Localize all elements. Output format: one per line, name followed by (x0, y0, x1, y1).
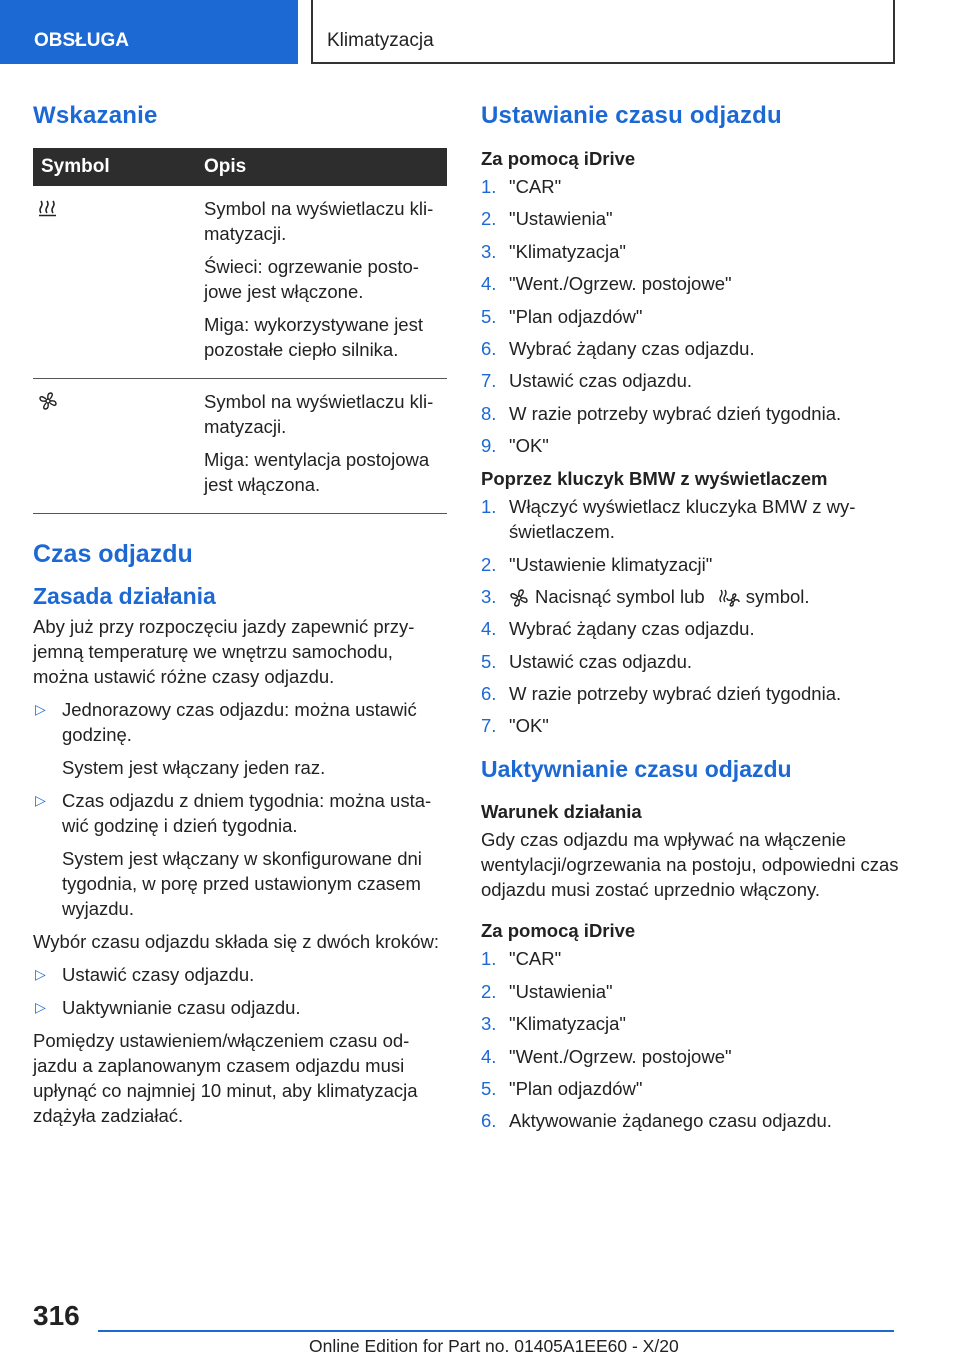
table-row (33, 379, 447, 514)
section-tab (0, 0, 298, 64)
steps-intro: Wybór czasu odjazdu składa się z dwóch kroków: (33, 931, 439, 952)
triangle-bullet-icon: ▷ (35, 792, 46, 808)
section-label: OBSŁUGA (34, 30, 129, 51)
list-item: 5. "Plan odjazdów" (481, 305, 643, 327)
idrive-steps (481, 174, 901, 458)
idrive-label-2: Za pomocą iDrive (481, 920, 636, 942)
condition-text: Gdy czas odjazdu ma wpływać na włączenie wentylacji/ogrzewania na postoju, odpowiedni czas odjazdu musi zostać uprzednio włączony. (481, 829, 899, 901)
closing-text: Pomiędzy ustawieniem/włączeniem czasu od-jazdu a zaplanowanym czasem odjazdu musi upłynąć co najmniej 10 minut, aby klimatyzacja zdążyła zadziałać. (33, 1030, 418, 1126)
list-item: 6. Wybrać żądany czas odjazdu. (481, 337, 755, 359)
col-desc-header: Opis (204, 148, 447, 186)
list-item: 6. Aktywowanie żądanego czasu odjazdu. (481, 1110, 832, 1132)
triangle-bullet-icon: ▷ (35, 701, 46, 717)
list-item: 1. "CAR" (481, 948, 562, 970)
bullet-text: Ustawić czasy odjazdu. (62, 964, 255, 985)
condition-label: Warunek działania (481, 801, 642, 823)
right-column (481, 102, 901, 1143)
bullet-item (33, 995, 447, 1020)
key-steps (481, 494, 901, 738)
bullet-text: Jednorazowy czas odjazdu: można ustawić godzinę. (62, 699, 417, 745)
principle-heading: Zasada działania (33, 583, 216, 609)
triangle-bullet-icon: ▷ (35, 999, 46, 1015)
chapter-tab (311, 0, 895, 64)
left-column (33, 102, 447, 1136)
list-item: 4. Wybrać żądany czas odjazdu. (481, 618, 755, 640)
list-item: 3. Nacisnąć symbol lub symbol. (481, 585, 810, 607)
desc-cell (204, 379, 447, 514)
list-item: 2. "Ustawienia" (481, 208, 613, 230)
list-item: 1. Włączyć wyświetlacz kluczyka BMW z wy-świetlaczem. (481, 496, 856, 543)
bullet-text: Uaktywnianie czasu odjazdu. (62, 997, 301, 1018)
list-item: 3. "Klimatyzacja" (481, 1013, 626, 1035)
table-header-row (33, 148, 447, 186)
desc-line: Świeci: ogrzewanie posto-jowe jest włączone. (204, 256, 419, 302)
bullet-text: Czas odjazdu z dniem tygodnia: można usta-wić godzinę i dzień tygodnia. (62, 790, 432, 836)
activate-steps (481, 946, 901, 1133)
bullet-subtext: System jest włączany w skonfigurowane dni tygodnia, w porę przed ustawionym czasem wyjazdu. (62, 848, 422, 919)
table-row (33, 186, 447, 379)
list-item: 7. Ustawić czas odjazdu. (481, 370, 693, 392)
desc-line: Symbol na wyświetlaczu kli-matyzacji. (204, 391, 434, 437)
list-item: 4. "Went./Ogrzew. postojowe" (481, 1045, 732, 1067)
chapter-label: Klimatyzacja (327, 30, 434, 51)
key-label: Poprzez kluczyk BMW z wyświetlaczem (481, 468, 828, 490)
desc-line: Miga: wentylacja postojowa jest włączona. (204, 449, 430, 495)
bullet-subtext: System jest włączany jeden raz. (62, 757, 326, 778)
fan-icon (509, 588, 529, 608)
list-item: 5. Ustawić czas odjazdu. (481, 650, 693, 672)
list-item: 3. "Klimatyzacja" (481, 240, 626, 262)
col-symbol-header: Symbol (33, 148, 204, 186)
bullet-item (33, 788, 447, 838)
list-item: 8. W razie potrzeby wybrać dzień tygodnia. (481, 402, 842, 424)
list-item: 2. "Ustawienia" (481, 980, 613, 1002)
heating-fan-icon (718, 588, 740, 608)
list-item: 7. "OK" (481, 715, 549, 737)
list-item: 1. "CAR" (481, 176, 562, 197)
desc-line: Miga: wykorzystywane jest pozostałe ciepło silnika. (204, 314, 423, 360)
indicator-heading: Wskazanie (33, 102, 158, 129)
principle-text: Aby już przy rozpoczęciu jazdy zapewnić przy-jemną temperaturę we wnętrzu samochodu, można ustawić różne czasy odjazdu. (33, 616, 415, 687)
edition-text: Online Edition for Part no. 01405A1EE60 - X/20 (309, 1336, 679, 1356)
symbol-table (33, 148, 447, 514)
list-item: 6. W razie potrzeby wybrać dzień tygodnia. (481, 683, 842, 705)
symbol-cell (33, 186, 204, 379)
set-heading: Ustawianie czasu odjazdu (481, 102, 782, 129)
bullet-item (33, 697, 447, 747)
desc-cell (204, 186, 447, 379)
page-number: 316 (33, 1300, 80, 1331)
activate-heading: Uaktywnianie czasu odjazdu (481, 756, 792, 783)
heating-icon (38, 199, 58, 217)
footer-divider (98, 1330, 894, 1332)
departure-heading: Czas odjazdu (33, 540, 193, 568)
fan-icon (38, 391, 58, 411)
bullet-item (33, 962, 447, 987)
list-item: 5. "Plan odjazdów" (481, 1078, 643, 1100)
list-item: 4. "Went./Ogrzew. postojowe" (481, 273, 732, 295)
list-item: 9. "OK" (481, 435, 549, 457)
desc-line: Symbol na wyświetlaczu kli-matyzacji. (204, 198, 434, 244)
list-item: 2. "Ustawienie klimatyzacji" (481, 553, 713, 575)
symbol-cell (33, 379, 204, 514)
idrive-label: Za pomocą iDrive (481, 148, 636, 169)
triangle-bullet-icon: ▷ (35, 966, 46, 982)
